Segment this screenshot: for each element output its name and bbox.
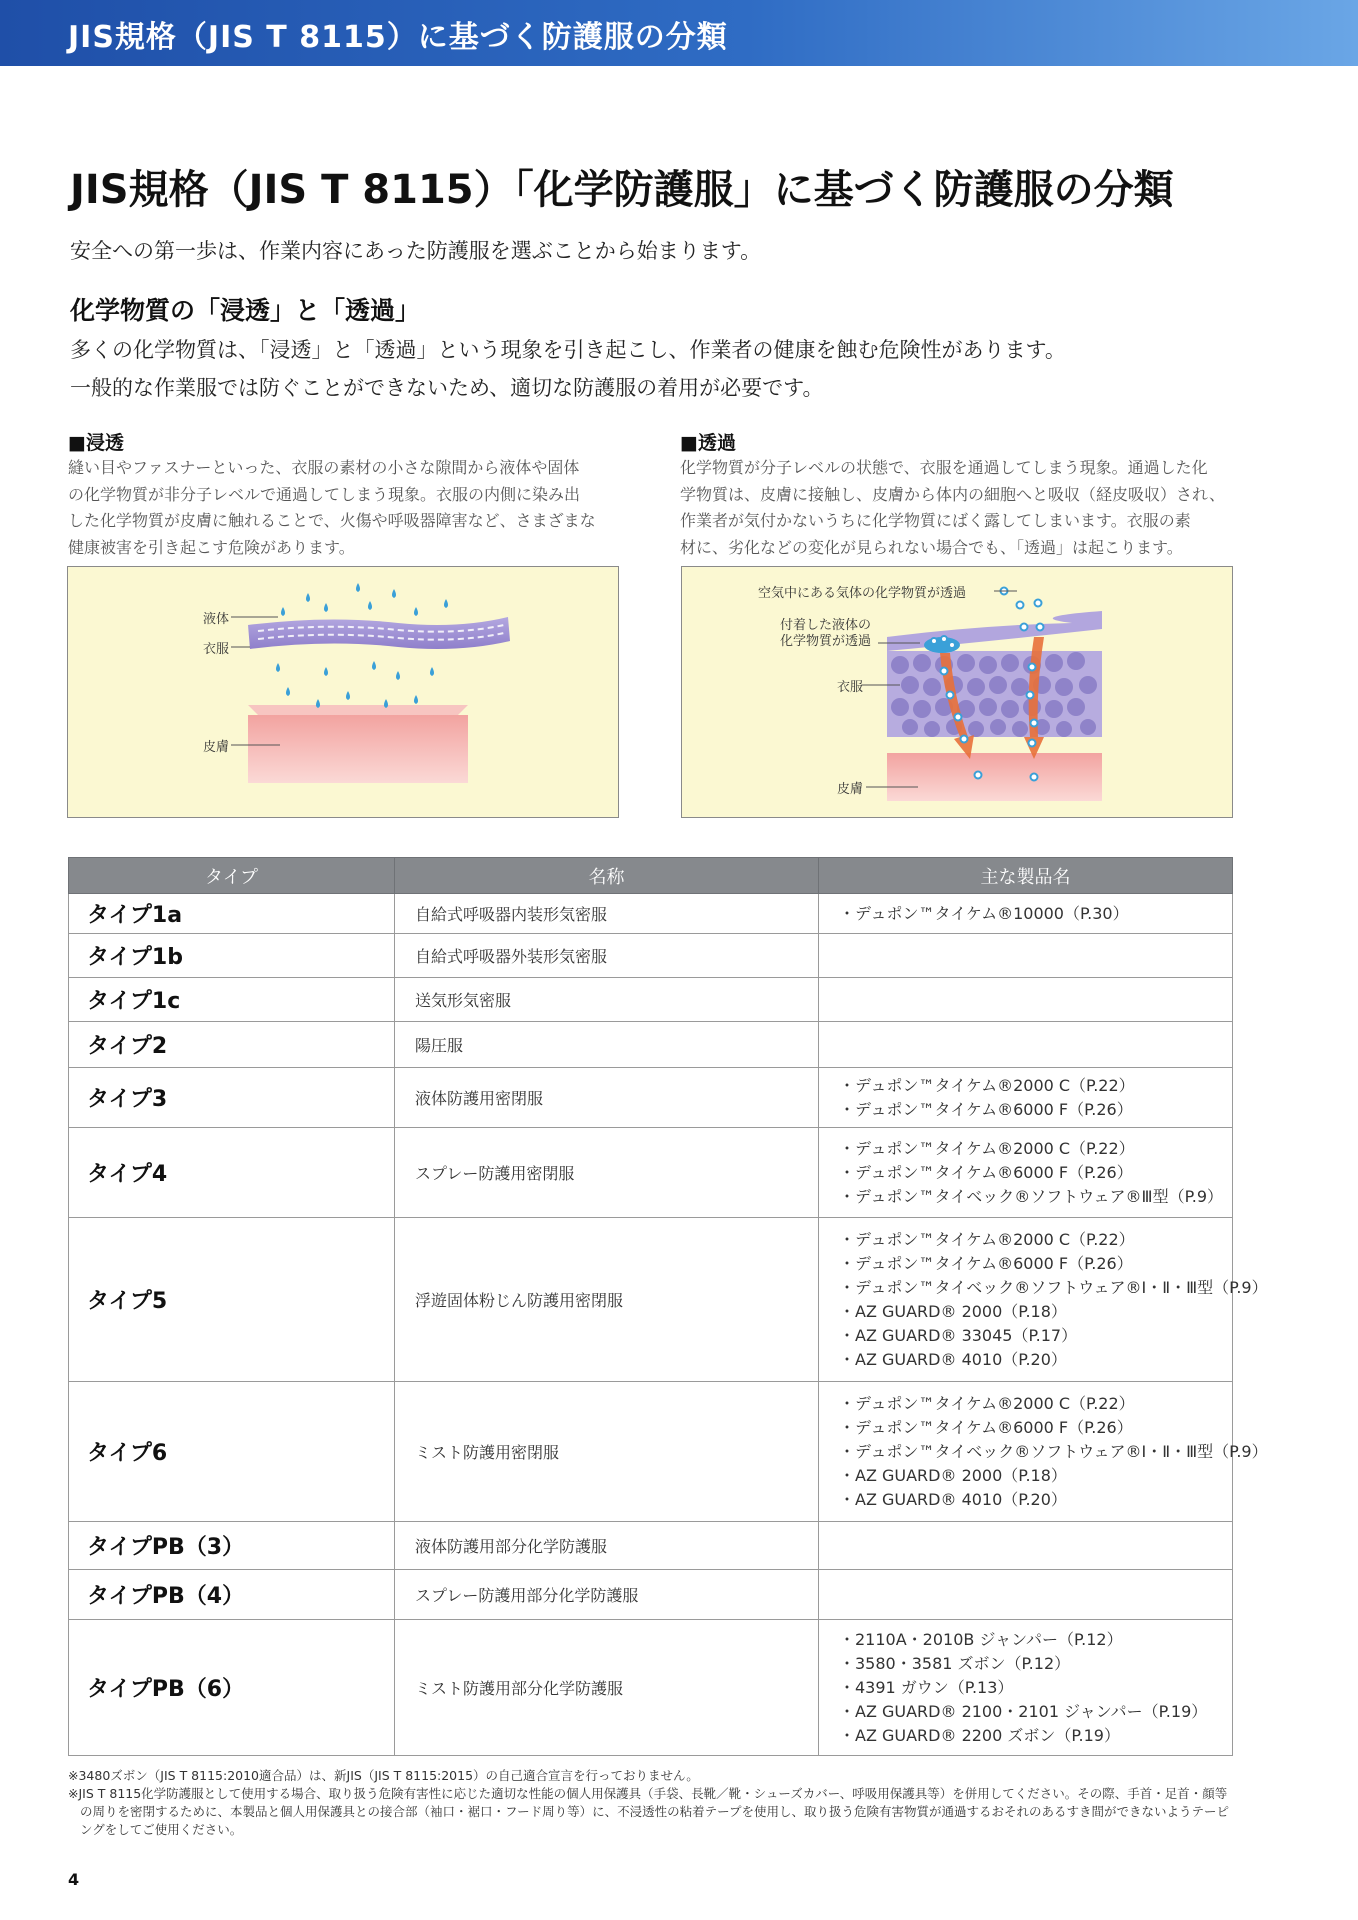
- drop-icon: [286, 687, 290, 696]
- products-cell: [819, 1620, 1233, 1756]
- drop-icon: [306, 593, 310, 602]
- type-cell: タイプ1c: [69, 978, 395, 1022]
- type-cell: タイプ1b: [69, 934, 395, 978]
- intro-text: 安全への第一歩は、作業内容にあった防護服を選ぶことから始まります。: [70, 239, 762, 263]
- product-item: ・AZ GUARD® 2100・2101 ジャンパー（P.19）: [839, 1701, 1208, 1721]
- clothing-label: 衣服: [837, 680, 864, 695]
- classification-table: [68, 857, 1268, 1756]
- liquid-label-line2: 化学物質が透過: [780, 634, 872, 649]
- skin-label: 皮膚: [203, 740, 230, 755]
- product-item: ・デュポン™タイケム®2000 C（P.22）: [839, 1229, 1135, 1249]
- products-cell: [819, 978, 1233, 1022]
- product-item: ・デュポン™タイケム®2000 C（P.22）: [839, 1075, 1135, 1095]
- products-cell: [819, 1218, 1268, 1382]
- description-line: した化学物質が皮膚に触れることで、火傷や呼吸器障害など、さまざまな: [68, 511, 596, 530]
- drop-icon: [414, 695, 418, 704]
- type-cell: タイプPB（4）: [69, 1570, 395, 1620]
- product-item: ・デュポン™タイケム®6000 F（P.26）: [839, 1162, 1133, 1182]
- description-line: 作業者が気付かないうちに化学物質にばく露してしまいます。衣服の素: [680, 511, 1191, 530]
- permeation-diagram: [67, 566, 619, 818]
- product-item: ・3580・3581 ズボン（P.12）: [839, 1653, 1071, 1673]
- product-item: ・デュポン™タイケム®6000 F（P.26）: [839, 1099, 1133, 1119]
- name-cell: ミスト防護用部分化学防護服: [395, 1620, 819, 1756]
- table-header-row: [69, 858, 1233, 894]
- table-row: [69, 1128, 1233, 1218]
- drop-icon: [384, 699, 388, 708]
- description-line: 健康被害を引き起こす危険があります。: [68, 537, 355, 557]
- footnote: ※3480ズボン（JIS T 8115:2010適合品）は、新JIS（JIS T 8115:2015）の自己適合宣言を行っておりません。: [68, 1768, 699, 1783]
- name-cell: ミスト防護用密閉服: [395, 1382, 819, 1522]
- name-cell: 自給式呼吸器内装形気密服: [395, 894, 819, 934]
- table-row: [69, 1522, 1233, 1570]
- drop-icon: [414, 607, 418, 616]
- product-item: ・デュポン™タイケム®6000 F（P.26）: [839, 1253, 1133, 1273]
- name-cell: 送気形気密服: [395, 978, 819, 1022]
- description-line: 化学物質が分子レベルの状態で、衣服を通過してしまう現象。通過した化: [680, 458, 1208, 477]
- description-line: 材に、劣化などの変化が見られない場合でも、「透過」は起こります。: [680, 537, 1183, 557]
- product-item: ・AZ GUARD® 2000（P.18）: [839, 1301, 1067, 1321]
- drop-icon: [316, 699, 320, 708]
- product-item: ・デュポン™タイケム®6000 F（P.26）: [839, 1417, 1133, 1437]
- fabric-top-layer: [887, 611, 1102, 651]
- permeation-description: [68, 455, 628, 561]
- type-cell: タイプ5: [69, 1218, 395, 1382]
- product-item: ・デュポン™タイベック®ソフトウェア®Ⅲ型（P.9）: [839, 1186, 1224, 1206]
- fabric-layer: [248, 617, 510, 649]
- table-row: [69, 1218, 1233, 1382]
- product-item: ・2110A・2010B ジャンパー（P.12）: [839, 1629, 1123, 1649]
- drop-icon: [430, 667, 434, 676]
- liquid-label-line1: 付着した液体の: [780, 618, 872, 633]
- gas-label: 空気中にある気体の化学物質が透過: [758, 586, 967, 601]
- table-row: [69, 1570, 1233, 1620]
- penetration-diagram: [681, 566, 1233, 818]
- section-line: 一般的な作業服では防ぐことができないため、適切な防護服の着用が必要です。: [70, 376, 824, 400]
- description-line: 縫い目やファスナーといった、衣服の素材の小さな隙間から液体や固体: [68, 458, 580, 477]
- product-item: ・4391 ガウン（P.13）: [839, 1677, 1014, 1697]
- section-line: 多くの化学物質は、「浸透」と「透過」という現象を引き起こし、作業者の健康を蝕む危険性があります。: [70, 338, 1066, 362]
- column-header-products: 主な製品名: [819, 858, 1233, 894]
- products-cell: [819, 894, 1233, 934]
- penetration-description: [680, 455, 1240, 561]
- drop-icon: [346, 691, 350, 700]
- products-cell: [819, 1068, 1233, 1128]
- products-cell: [819, 1382, 1268, 1522]
- page-number: 4: [68, 1870, 80, 1889]
- clothing-label: 衣服: [203, 642, 230, 657]
- permeation-heading: ■浸透: [68, 432, 124, 454]
- skin-block: [248, 715, 468, 783]
- drop-icon: [276, 663, 280, 672]
- products-cell: [819, 1522, 1233, 1570]
- type-cell: タイプ2: [69, 1022, 395, 1068]
- type-cell: タイプ1a: [69, 894, 395, 934]
- description-line: の化学物質が非分子レベルで通過してしまう現象。衣服の内側に染み出: [68, 484, 581, 504]
- products-cell: [819, 1022, 1233, 1068]
- type-cell: タイプPB（6）: [69, 1620, 395, 1756]
- permeation-illustration: [68, 567, 620, 819]
- skin-label: 皮膚: [837, 782, 864, 797]
- name-cell: 浮遊固体粉じん防護用密閉服: [395, 1218, 819, 1382]
- product-item: ・AZ GUARD® 4010（P.20）: [839, 1349, 1067, 1369]
- drop-icon: [372, 661, 376, 670]
- drop-icon: [396, 671, 400, 680]
- penetration-illustration: [682, 567, 1234, 819]
- footnote: ※JIS T 8115化学防護服として使用する場合、取り扱う危険有害性に応じた適切な性能の個人用保護具（手袋、長靴／靴・シューズカバー、呼吸用保護具等）を併用してください。その際、手首・足首・顔等の周りを密閉するために、本製品と個人用保護具との接合部（袖口・裾口・フード周り等）に、不浸透性の粘着テープを使用し、取り扱う危険有害物質が通過するおそれのあるすき間ができないようテーピングをしてご使用ください。: [68, 1786, 1230, 1837]
- name-cell: スプレー防護用部分化学防護服: [395, 1570, 819, 1620]
- drop-icon: [324, 603, 328, 612]
- header-band: [0, 0, 1358, 66]
- drop-icon: [356, 583, 360, 592]
- table-row: [69, 978, 1233, 1022]
- name-cell: 液体防護用部分化学防護服: [395, 1522, 819, 1570]
- products-cell: [819, 934, 1233, 978]
- product-item: ・AZ GUARD® 33045（P.17）: [839, 1325, 1078, 1345]
- table-row: [69, 894, 1233, 934]
- drop-icon: [444, 599, 448, 608]
- penetration-heading: ■透過: [680, 432, 736, 454]
- section-heading: 化学物質の「浸透」と「透過」: [70, 296, 421, 325]
- table-row: [69, 1022, 1233, 1068]
- product-item: ・デュポン™タイベック®ソフトウェア®Ⅰ・Ⅱ・Ⅲ型（P.9）: [839, 1277, 1268, 1297]
- liquid-label: 液体: [203, 612, 230, 627]
- cell-icon: [891, 656, 909, 674]
- name-cell: 自給式呼吸器外装形気密服: [395, 934, 819, 978]
- type-cell: タイプ6: [69, 1382, 395, 1522]
- skin-block: [887, 753, 1102, 801]
- name-cell: 陽圧服: [395, 1022, 819, 1068]
- drop-icon: [281, 607, 285, 616]
- name-cell: スプレー防護用密閉服: [395, 1128, 819, 1218]
- product-item: ・AZ GUARD® 4010（P.20）: [839, 1489, 1067, 1509]
- page-title: JIS規格（JIS T 8115）「化学防護服」に基づく防護服の分類: [70, 167, 1174, 213]
- product-item: ・AZ GUARD® 2200 ズボン（P.19）: [839, 1725, 1120, 1745]
- product-item: ・デュポン™タイケム®10000（P.30）: [839, 903, 1129, 923]
- type-cell: タイプ3: [69, 1068, 395, 1128]
- column-header-type: タイプ: [69, 858, 395, 894]
- product-item: ・デュポン™タイケム®2000 C（P.22）: [839, 1138, 1135, 1158]
- product-item: ・AZ GUARD® 2000（P.18）: [839, 1465, 1067, 1485]
- header-band-title: JIS規格（JIS T 8115）に基づく防護服の分類: [68, 20, 728, 55]
- drop-icon: [392, 589, 396, 598]
- products-cell: [819, 1570, 1233, 1620]
- table-row: [69, 934, 1233, 978]
- column-header-name: 名称: [395, 858, 819, 894]
- table-body: [69, 894, 1268, 1756]
- product-item: ・デュポン™タイケム®2000 C（P.22）: [839, 1393, 1135, 1413]
- table-row: [69, 1068, 1233, 1128]
- name-cell: 液体防護用密閉服: [395, 1068, 819, 1128]
- product-item: ・デュポン™タイベック®ソフトウェア®Ⅰ・Ⅱ・Ⅲ型（P.9）: [839, 1441, 1268, 1461]
- drop-icon: [324, 667, 328, 676]
- footnotes: [68, 1767, 1238, 1839]
- description-line: 学物質は、皮膚に接触し、皮膚から体内の細胞へと吸収（経皮吸収）され、: [680, 484, 1225, 504]
- type-cell: タイプ4: [69, 1128, 395, 1218]
- products-cell: [819, 1128, 1233, 1218]
- drop-icon: [368, 601, 372, 610]
- table-row: [69, 1382, 1233, 1522]
- table-row: [69, 1620, 1233, 1756]
- type-cell: タイプPB（3）: [69, 1522, 395, 1570]
- skin-block: [248, 705, 468, 715]
